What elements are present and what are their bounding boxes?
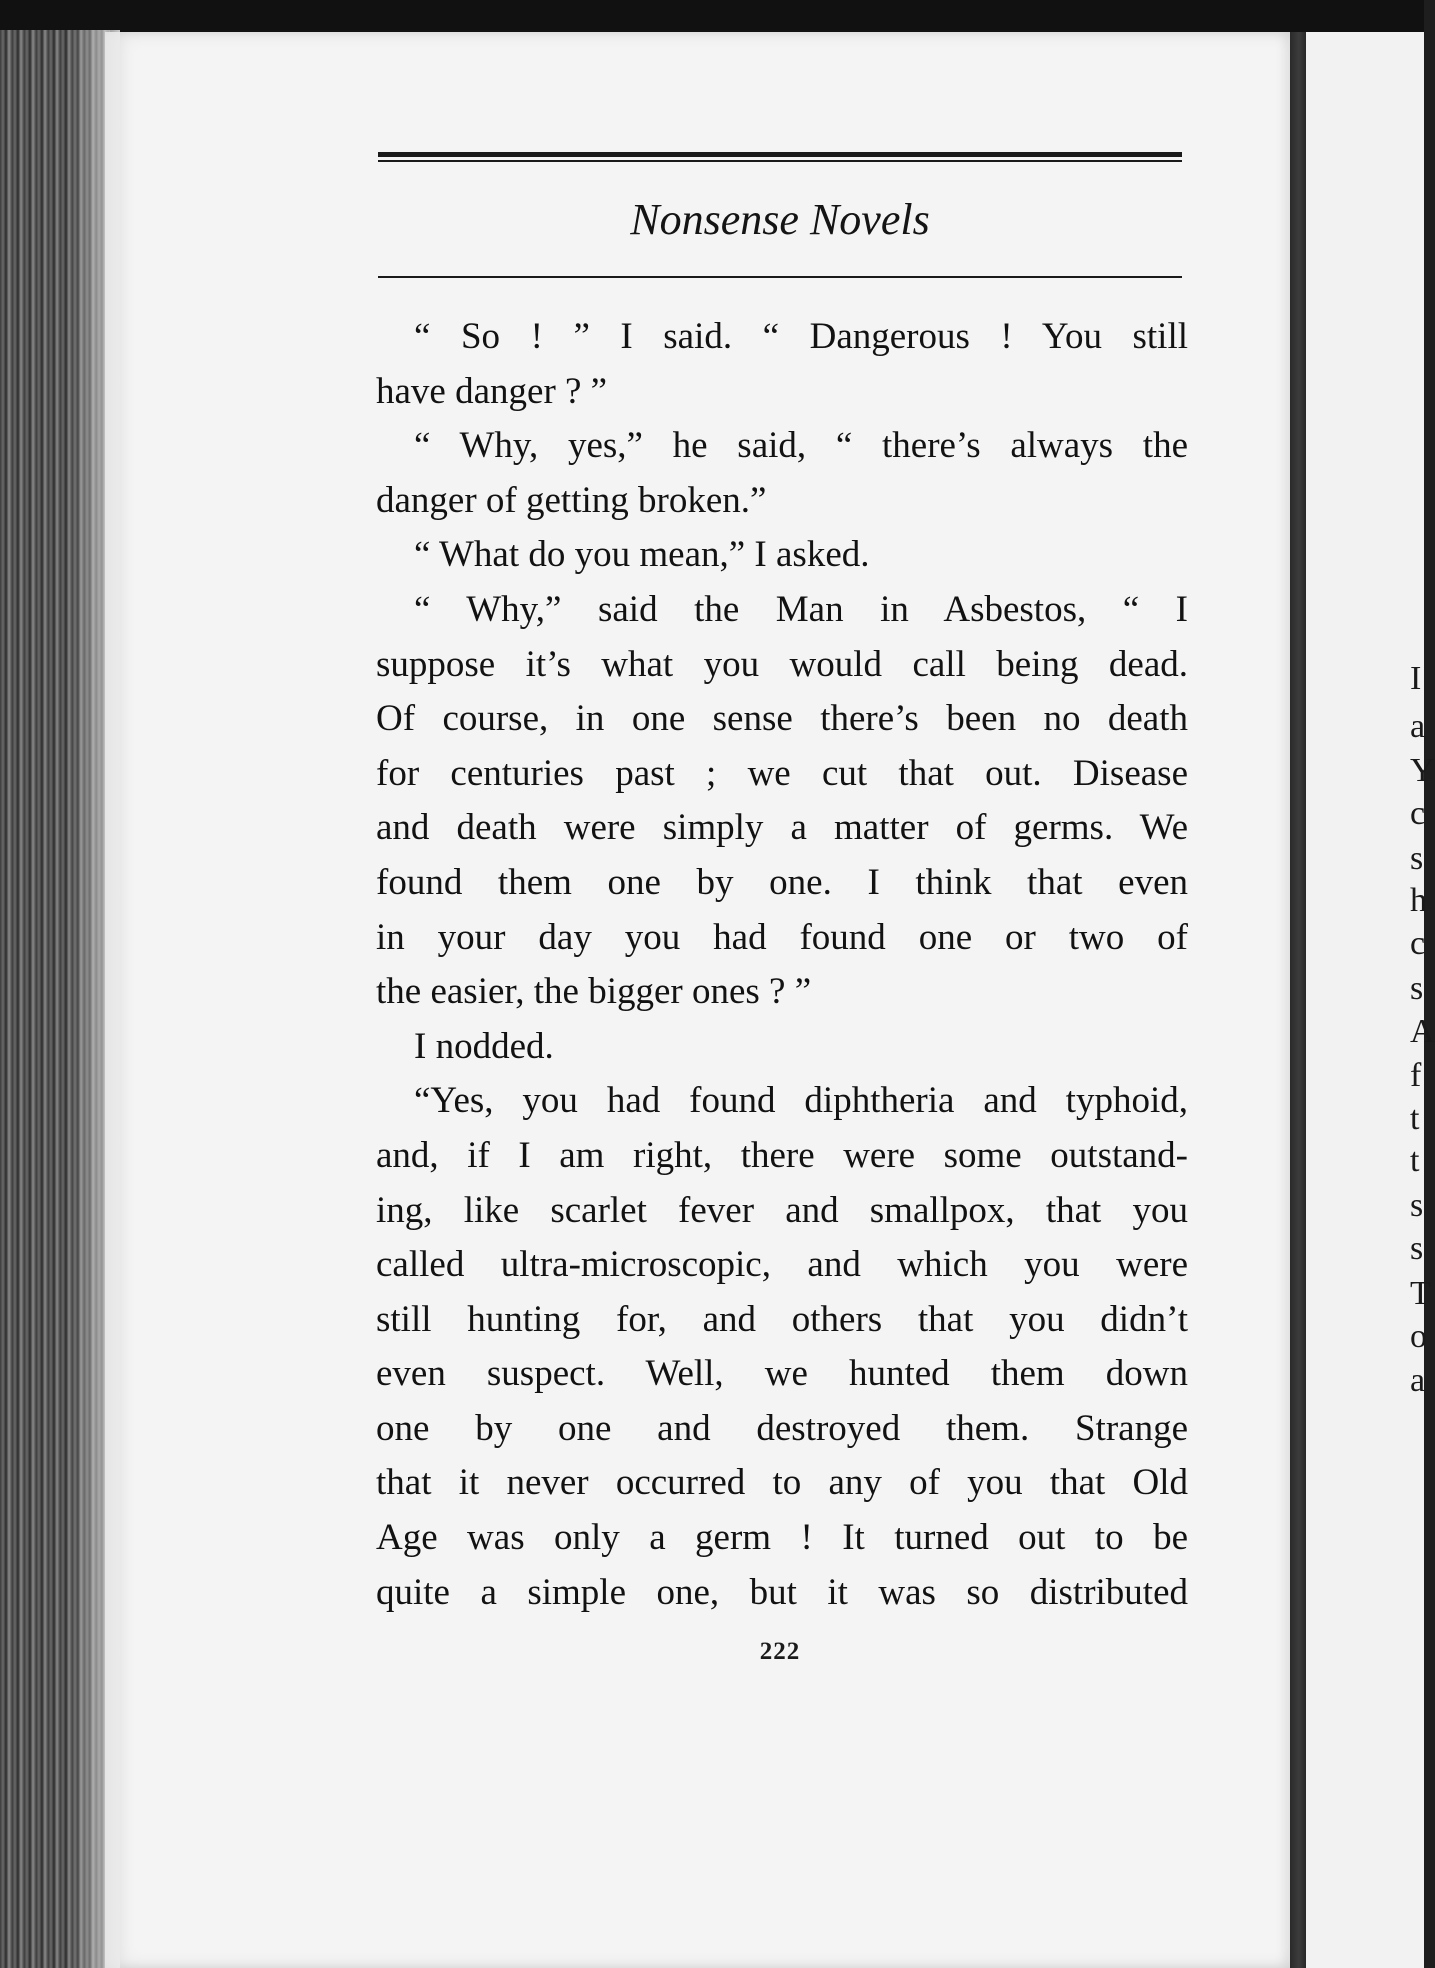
facing-page-fragment: s [1410, 840, 1424, 877]
text-line: for centuries past ; we cut that out. Disease [376, 752, 1188, 794]
book-page-right-partial [1306, 32, 1435, 1968]
facing-page-fragment: Y [1410, 752, 1435, 789]
body-text [376, 310, 1188, 1620]
text-line: that it never occurred to any of you that Old [376, 1462, 1188, 1504]
text-line: I nodded. [414, 1025, 554, 1067]
facing-page-fragment: o [1410, 1318, 1427, 1355]
facing-page-fragment: I [1410, 660, 1422, 697]
facing-page-fragment: a [1410, 708, 1426, 745]
facing-page-fragment: T [1410, 1275, 1431, 1312]
facing-page-fragment: s [1410, 1230, 1424, 1267]
text-line: suppose it’s what you would call being dead. [376, 643, 1188, 685]
text-line: “Yes, you had found diphtheria and typhoid, [414, 1080, 1188, 1122]
text-line: “ What do you mean,” I asked. [414, 534, 870, 576]
facing-page-fragment: s [1410, 970, 1424, 1007]
facing-page-fragment: t [1410, 1100, 1420, 1137]
facing-page-fragment: f [1410, 1057, 1422, 1094]
facing-page-fragment: a [1410, 1362, 1426, 1399]
text-line: Of course, in one sense there’s been no death [376, 698, 1188, 740]
text-line: have danger ? ” [376, 370, 608, 412]
facing-page-fragment: t [1410, 1142, 1420, 1179]
text-line: ing, like scarlet fever and smallpox, that you [376, 1189, 1188, 1231]
facing-page-fragment: s [1410, 1187, 1424, 1224]
text-line: quite a simple one, but it was so distributed [376, 1571, 1188, 1613]
text-line: and, if I am right, there were some outstand- [376, 1134, 1188, 1176]
facing-page-fragment: c [1410, 795, 1426, 832]
text-line: even suspect. Well, we hunted them down [376, 1353, 1188, 1395]
text-line: “ Why, yes,” he said, “ there’s always the [414, 425, 1188, 467]
text-line: “ Why,” said the Man in Asbestos, “ I [414, 588, 1188, 630]
text-line: found them one by one. I think that even [376, 861, 1188, 903]
text-line: danger of getting broken.” [376, 479, 767, 521]
header-double-rule [378, 152, 1182, 162]
facing-page-fragment: c [1410, 925, 1426, 962]
text-line: “ So ! ” I said. “ Dangerous ! You still [414, 316, 1188, 357]
header-rule [378, 276, 1182, 278]
text-line: still hunting for, and others that you didn’t [376, 1298, 1188, 1340]
text-line: one by one and destroyed them. Strange [376, 1407, 1188, 1449]
page-edge-shading [70, 30, 120, 1968]
text-line: the easier, the bigger ones ? ” [376, 971, 812, 1013]
text-line: and death were simply a matter of germs. We [376, 807, 1188, 849]
facing-page-fragment: h [1410, 882, 1427, 919]
text-line: called ultra-microscopic, and which you were [376, 1244, 1188, 1286]
text-line: Age was only a germ ! It turned out to be [376, 1517, 1188, 1559]
facing-page-fragment: A [1410, 1013, 1435, 1050]
running-head: Nonsense Novels [630, 195, 930, 244]
page-number: 222 [759, 1638, 801, 1665]
text-line: in your day you had found one or two of [376, 916, 1188, 958]
